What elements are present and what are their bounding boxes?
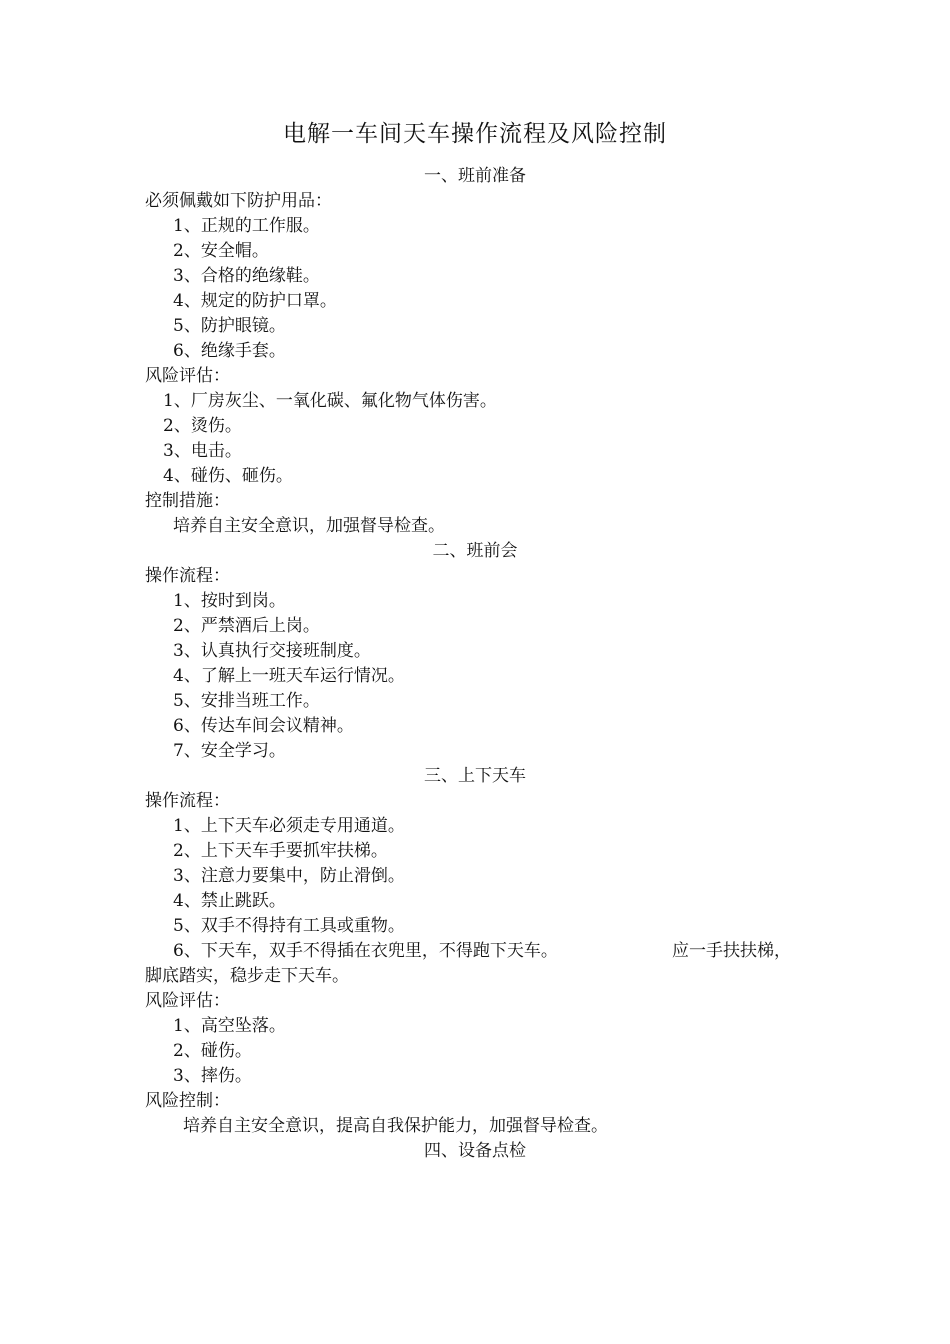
procedure-item: 6、下天车，双手不得插在衣兜里，不得跑下天车。 — [173, 941, 558, 961]
procedure-item: 3、注意力要集中，防止滑倒。 — [173, 866, 405, 886]
risk-item: 1、高空坠落。 — [173, 1016, 286, 1036]
section-1-heading: 一、班前准备 — [424, 166, 526, 186]
ppe-item: 5、防护眼镜。 — [173, 316, 286, 336]
procedure-item: 5、安排当班工作。 — [173, 691, 320, 711]
risk-item: 1、厂房灰尘、一氧化碳、氟化物气体伤害。 — [163, 391, 497, 411]
procedure-label: 操作流程： — [145, 566, 230, 586]
procedure-item: 5、双手不得持有工具或重物。 — [173, 916, 405, 936]
procedure-item-wrap: 脚底踏实，稳步走下天车。 — [145, 966, 349, 986]
risk-item: 3、电击。 — [163, 441, 242, 461]
ppe-item: 2、安全帽。 — [173, 241, 269, 261]
document-title: 电解一车间天车操作流程及风险控制 — [283, 121, 667, 147]
procedure-item: 1、按时到岗。 — [173, 591, 286, 611]
risk-item: 2、烫伤。 — [163, 416, 242, 436]
risk-label: 风险评估： — [145, 366, 230, 386]
risk-item: 3、摔伤。 — [173, 1066, 252, 1086]
ppe-item: 1、正规的工作服。 — [173, 216, 320, 236]
procedure-item: 4、禁止跳跃。 — [173, 891, 286, 911]
ppe-item: 6、绝缘手套。 — [173, 341, 286, 361]
control-label: 控制措施： — [145, 491, 230, 511]
procedure-item: 2、严禁酒后上岗。 — [173, 616, 320, 636]
section-3-heading: 三、上下天车 — [424, 766, 526, 786]
procedure-label: 操作流程： — [145, 791, 230, 811]
procedure-item: 3、认真执行交接班制度。 — [173, 641, 371, 661]
procedure-item: 7、安全学习。 — [173, 741, 286, 761]
procedure-item: 6、传达车间会议精神。 — [173, 716, 354, 736]
procedure-item: 1、上下天车必须走专用通道。 — [173, 816, 405, 836]
risk-item: 2、碰伤。 — [173, 1041, 252, 1061]
section-4-heading: 四、设备点检 — [424, 1141, 526, 1161]
control-text: 培养自主安全意识，加强督导检查。 — [173, 516, 445, 536]
control-text: 培养自主安全意识，提高自我保护能力，加强督导检查。 — [183, 1116, 608, 1136]
control-label: 风险控制： — [145, 1091, 230, 1111]
ppe-label: 必须佩戴如下防护用品： — [145, 191, 332, 211]
risk-label: 风险评估： — [145, 991, 230, 1011]
procedure-item: 2、上下天车手要抓牢扶梯。 — [173, 841, 388, 861]
ppe-item: 4、规定的防护口罩。 — [173, 291, 337, 311]
ppe-item: 3、合格的绝缘鞋。 — [173, 266, 320, 286]
procedure-item-continuation: 应一手扶扶梯， — [672, 941, 791, 961]
risk-item: 4、碰伤、砸伤。 — [163, 466, 293, 486]
section-2-heading: 二、班前会 — [432, 541, 518, 561]
procedure-item: 4、了解上一班天车运行情况。 — [173, 666, 405, 686]
